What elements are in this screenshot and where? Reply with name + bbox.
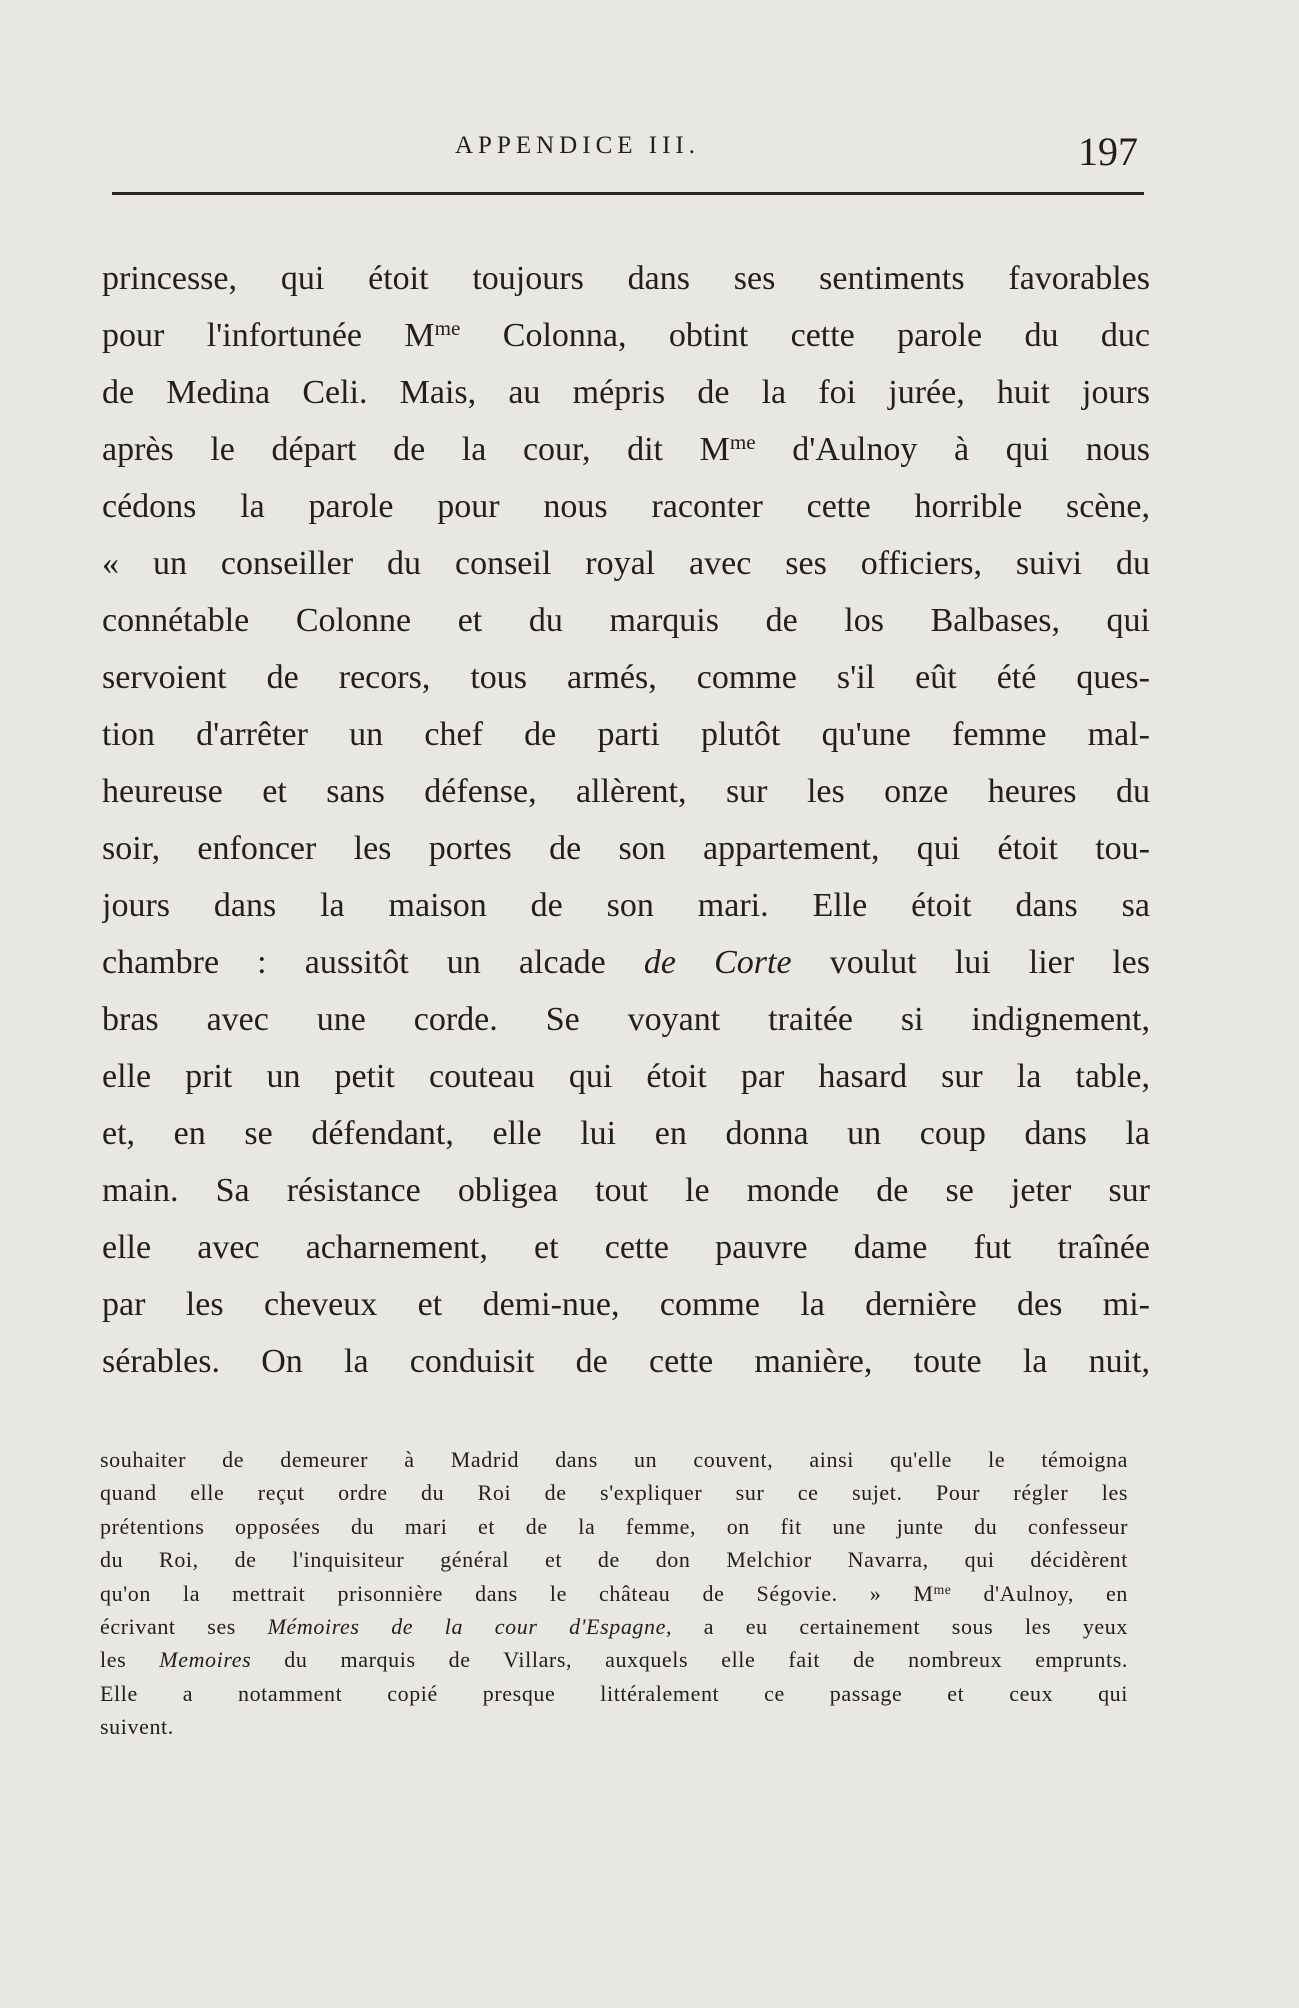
text-run: écrivant ses (100, 1613, 268, 1639)
text-run: d'Aulnoy à qui nous (755, 431, 1150, 468)
superscript: me (933, 1581, 952, 1597)
header-rule (112, 192, 1144, 195)
body-line: elle avec acharnement, et cette pauvre dame fut traînée (102, 1229, 1150, 1266)
body-line: main. Sa résistance obligea tout le monde de se jeter sur (102, 1172, 1150, 1209)
text-run: pour l'infortunée M (102, 317, 435, 354)
body-line: sérables. On la conduisit de cette manière, toute la nuit, (102, 1343, 1150, 1380)
body-line: et, en se défendant, elle lui en donna un coup dans la (102, 1115, 1150, 1152)
body-line: « un conseiller du conseil royal avec ses officiers, suivi du (102, 545, 1150, 582)
text-run: après le départ de la cour, dit M (102, 431, 730, 468)
italic-phrase: de Corte (643, 944, 792, 981)
footnote-line: suivent. (100, 1714, 174, 1740)
footnote-line: Elle a notamment copié presque littéralement ce passage et ceux qui (100, 1680, 1128, 1706)
page-number: 197 (1078, 129, 1138, 174)
text-run: voulut lui lier les (791, 944, 1150, 981)
body-line: cédons la parole pour nous raconter cette horrible scène, (102, 488, 1150, 525)
superscript: me (729, 430, 756, 455)
body-line (102, 934, 1150, 991)
body-line: de Medina Celi. Mais, au mépris de la foi jurée, huit jours (102, 374, 1150, 411)
footnote-line: du Roi, de l'inquisiteur général et de don Melchior Navarra, qui décidèrent (100, 1547, 1128, 1573)
italic-title: Memoires (159, 1647, 252, 1673)
body-line: jours dans la maison de son mari. Elle étoit dans sa (102, 887, 1150, 924)
body-line: par les cheveux et demi-nue, comme la dernière des mi- (102, 1286, 1150, 1323)
text-run: chambre : aussitôt un alcade (102, 944, 644, 981)
superscript: me (434, 316, 461, 341)
text-run: a eu certainement sous les yeux (672, 1613, 1128, 1639)
footnote-line: souhaiter de demeurer à Madrid dans un couvent, ainsi qu'elle le témoigna (100, 1447, 1128, 1472)
text-run: du marquis de Villars, auxquels elle fait de nombreux emprunts. (251, 1647, 1128, 1673)
text-run: d'Aulnoy, en (951, 1580, 1128, 1606)
footnote-line (100, 1577, 1128, 1610)
text-run: les (100, 1647, 160, 1673)
footnote (100, 1443, 1128, 1744)
text-run: Colonna, obtint cette parole du duc (460, 317, 1150, 354)
footnote-line: quand elle reçut ordre du Roi de s'expliquer sur ce sujet. Pour régler les (100, 1480, 1128, 1506)
body-line: princesse, qui étoit toujours dans ses sentiments favorables (102, 260, 1150, 297)
body-line: elle prit un petit couteau qui étoit par hasard sur la table, (102, 1058, 1150, 1095)
body-line: soir, enfoncer les portes de son appartement, qui étoit tou- (102, 830, 1150, 867)
body-line (102, 307, 1150, 364)
body-line: servoient de recors, tous armés, comme s'il eût été ques- (102, 659, 1150, 696)
body-line (102, 421, 1150, 478)
footnote-line (100, 1610, 1128, 1643)
italic-title: Mémoires de la cour d'Espagne, (267, 1613, 673, 1639)
text-run: qu'on la mettrait prisonnière dans le château de Ségovie. » M (100, 1580, 934, 1606)
body-text (102, 250, 1150, 1390)
running-head (0, 128, 1299, 174)
footnote-line: prétentions opposées du mari et de la femme, on fit une junte du confesseur (100, 1513, 1128, 1539)
body-line: bras avec une corde. Se voyant traitée si indignement, (102, 1001, 1150, 1038)
running-title: APPENDICE III. (455, 132, 700, 159)
footnote-line (100, 1643, 1128, 1676)
body-line: connétable Colonne et du marquis de los Balbases, qui (102, 602, 1150, 639)
body-line: heureuse et sans défense, allèrent, sur les onze heures du (102, 773, 1150, 810)
body-line: tion d'arrêter un chef de parti plutôt qu'une femme mal- (102, 716, 1150, 753)
